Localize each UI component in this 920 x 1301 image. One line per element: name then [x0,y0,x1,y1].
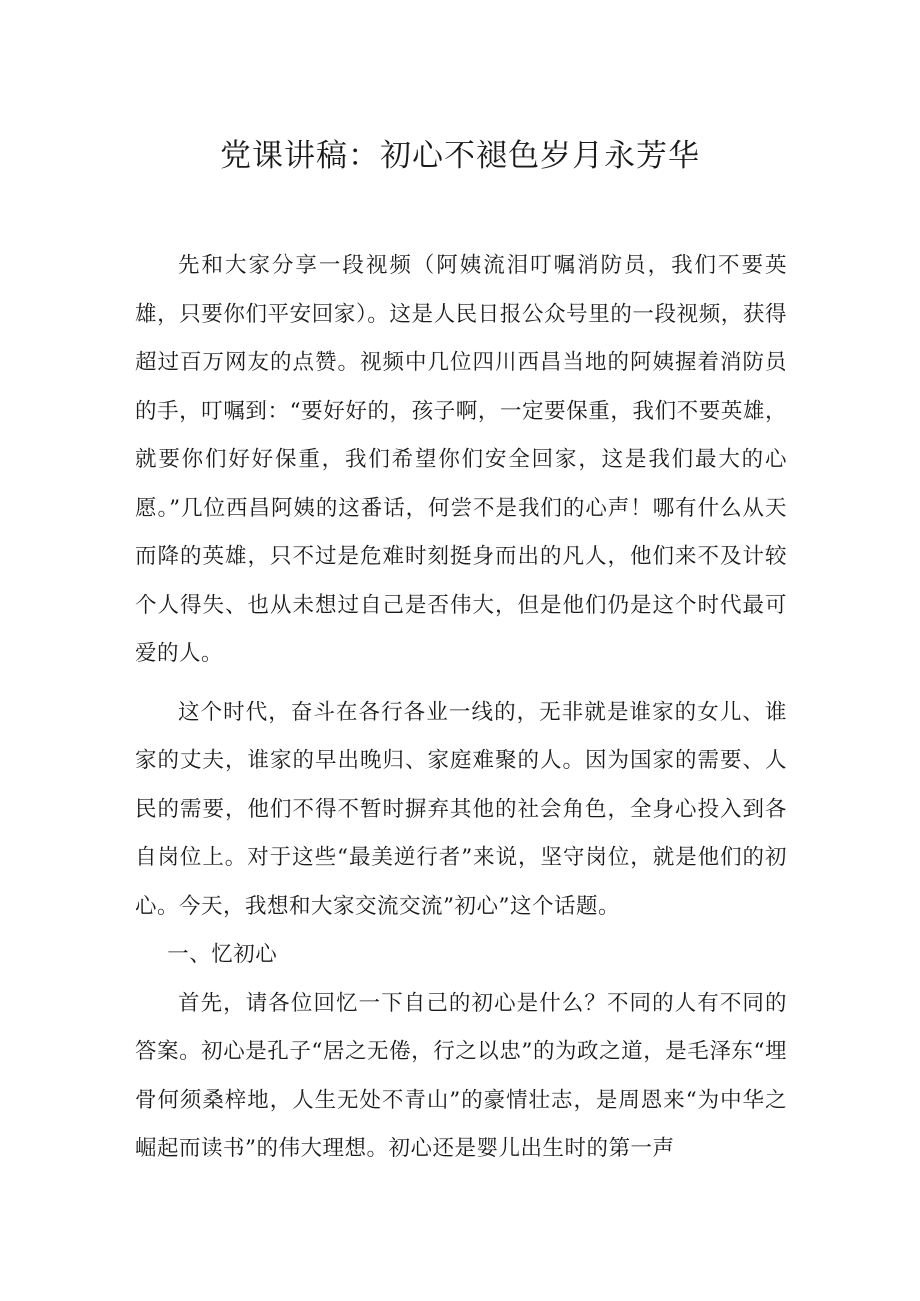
paragraph-1: 先和大家分享一段视频（阿姨流泪叮嘱消防员，我们不要英雄，只要你们平安回家）。这是人民日报公众号里的一段视频，获得超过百万网友的点赞。视频中几位四川西昌当地的阿姨握着消防员的手，叮嘱到：“要好好的，孩子啊，一定要保重，我们不要英雄，就要你们好好保重，我们希望你们安全回家，这是我们最大的心愿。”几位西昌阿姨的这番话，何尝不是我们的心声！哪有什么从天而降的英雄，只不过是危难时刻挺身而出的凡人，他们来不及计较个人得失、也从未想过自己是否伟大，但是他们仍是这个时代最可爱的人。 [135,253,787,666]
paragraph-2: 这个时代，奋斗在各行各业一线的，无非就是谁家的女儿、谁家的丈夫，谁家的早出晚归、家庭难聚的人。因为国家的需要、人民的需要，他们不得不暂时摒弃其他的社会角色，全身心投入到各自岗位上。对于这些“最美逆行者”来说，坚守岗位，就是他们的初心。今天，我想和大家交流交流”初心”这个话题。 [135,699,787,919]
document-title: 党课讲稿：初心不褪色岁月永芳华 [220,138,700,174]
section-heading: 一、忆初心 [167,942,278,967]
document-body [135,242,787,1174]
paragraph-3: 首先，请各位回忆一下自己的初心是什么？不同的人有不同的答案。初心是孔子“居之无倦，行之以忠”的为政之道，是毛泽东“埋骨何须桑梓地，人生无处不青山”的豪情壮志，是周恩来“为中华之崛起而读书”的伟大理想。初心还是婴儿出生时的第一声 [135,990,787,1161]
